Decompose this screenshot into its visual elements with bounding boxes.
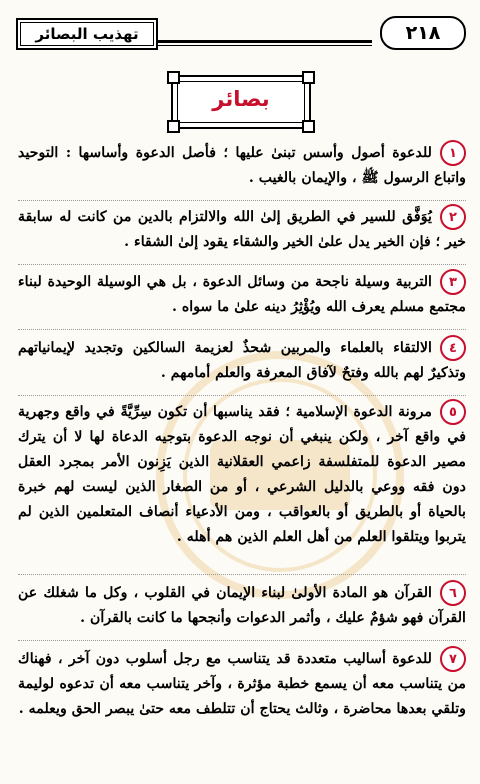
header-rule [158,40,372,43]
list-item [18,646,466,722]
item-number-badge: ١ [440,140,466,166]
divider [18,329,466,331]
list-item [18,140,466,191]
item-number-badge: ٥ [440,399,466,425]
frame-corner [167,71,180,84]
list-item [18,335,466,386]
item-paragraph [18,399,466,550]
divider [18,264,466,266]
frame-corner [302,71,315,84]
item-paragraph [18,580,466,631]
item-paragraph [18,140,466,191]
frame-corner [302,120,315,133]
item-text: مرونة الدعوة الإسلامية ؛ فقد يناسبها أن تكون سِرِّيَّةً في واقع وجهرية في واقع آخر ، ولكن ينبغي أن نوجه الدعوة بتوجيه الدعاة لها لا أن يترك مصير الدعوة للمتفلسفة زاعمي العقلانية الذين يَزِنون الأمر بمجرد العقل دون فقه ووعي بالدليل الشرعي ، أو من الصغار الذين ليست لهم خبرة بالحياة أو بالطريق أو بالعواقب ، ومن الأدعياء أنصاف المتعلمين الذين لم يتربوا ويتلقوا العلم من أهل العلم الذين هم أهله . [18,404,466,545]
item-number-badge: ٤ [440,335,466,361]
item-number-badge: ٣ [440,269,466,295]
header-rule-thin [158,45,372,46]
list-item [18,204,466,255]
list-item [18,580,466,631]
item-text: القرآن هو المادة الأولىٰ لبناء الإيمان في القلوب ، وكل ما شغلك عن القرآن فهو شؤمٌ عليك ، وأثمر الدعوات وأنجحها ما كانت بالقرآن . [18,585,466,626]
item-paragraph [18,269,466,320]
list-item [18,399,466,550]
book-title: تهذيب البصائر [16,18,158,50]
list-item [18,269,466,320]
item-text: الالتقاء بالعلماء والمربين شحذٌ لعزيمة السالكين وتجديد لإيمانياتهم وتذكيرٌ لهم بالله وفتحٌ لآفاق المعرفة والعلم أمامهم . [18,340,466,381]
frame-corner [167,120,180,133]
item-text: التربية وسيلة ناجحة من وسائل الدعوة ، بل هي الوسيلة الوحيدة لبناء مجتمع مسلم يعرف الله ويُؤْثِرُ دينه علىٰ ما سواه . [18,274,466,315]
section-title-frame [171,75,311,129]
item-paragraph [18,204,466,255]
page-header [8,14,472,48]
divider [18,395,466,397]
item-paragraph [18,335,466,386]
divider [18,574,466,576]
item-number-badge: ٧ [440,646,466,672]
page-number: ٢١٨ [380,16,466,50]
item-text: للدعوة أساليب متعددة قد يتناسب مع رجل أسلوب دون آخر ، فهناك من يتناسب معه أن يسمع خطبة مؤثرة ، وآخر يتناسب معه أن تدعوه لوليمة وتلقي بعدها محاضرة ، وثالث يحتاج أن تتلطف معه حتىٰ يبصر الحق ويعلمه . [18,651,466,717]
divider [18,200,466,202]
item-number-badge: ٢ [440,204,466,230]
section-title: بصائر [212,87,270,111]
item-paragraph [18,646,466,722]
item-text: للدعوة أصول وأسس تبنىٰ عليها ؛ فأصل الدعوة وأساسها : التوحيد واتباع الرسول ﷺ ، والإيمان بالغيب . [18,145,466,186]
item-text: يُوَفَّق للسير في الطريق إلىٰ الله والالتزام بالدين من كانت له سابقة خير ؛ فإن الخير يدل علىٰ الخير والشقاء يقود إلىٰ الشقاء . [18,209,466,250]
divider [18,640,466,642]
item-number-badge: ٦ [440,580,466,606]
